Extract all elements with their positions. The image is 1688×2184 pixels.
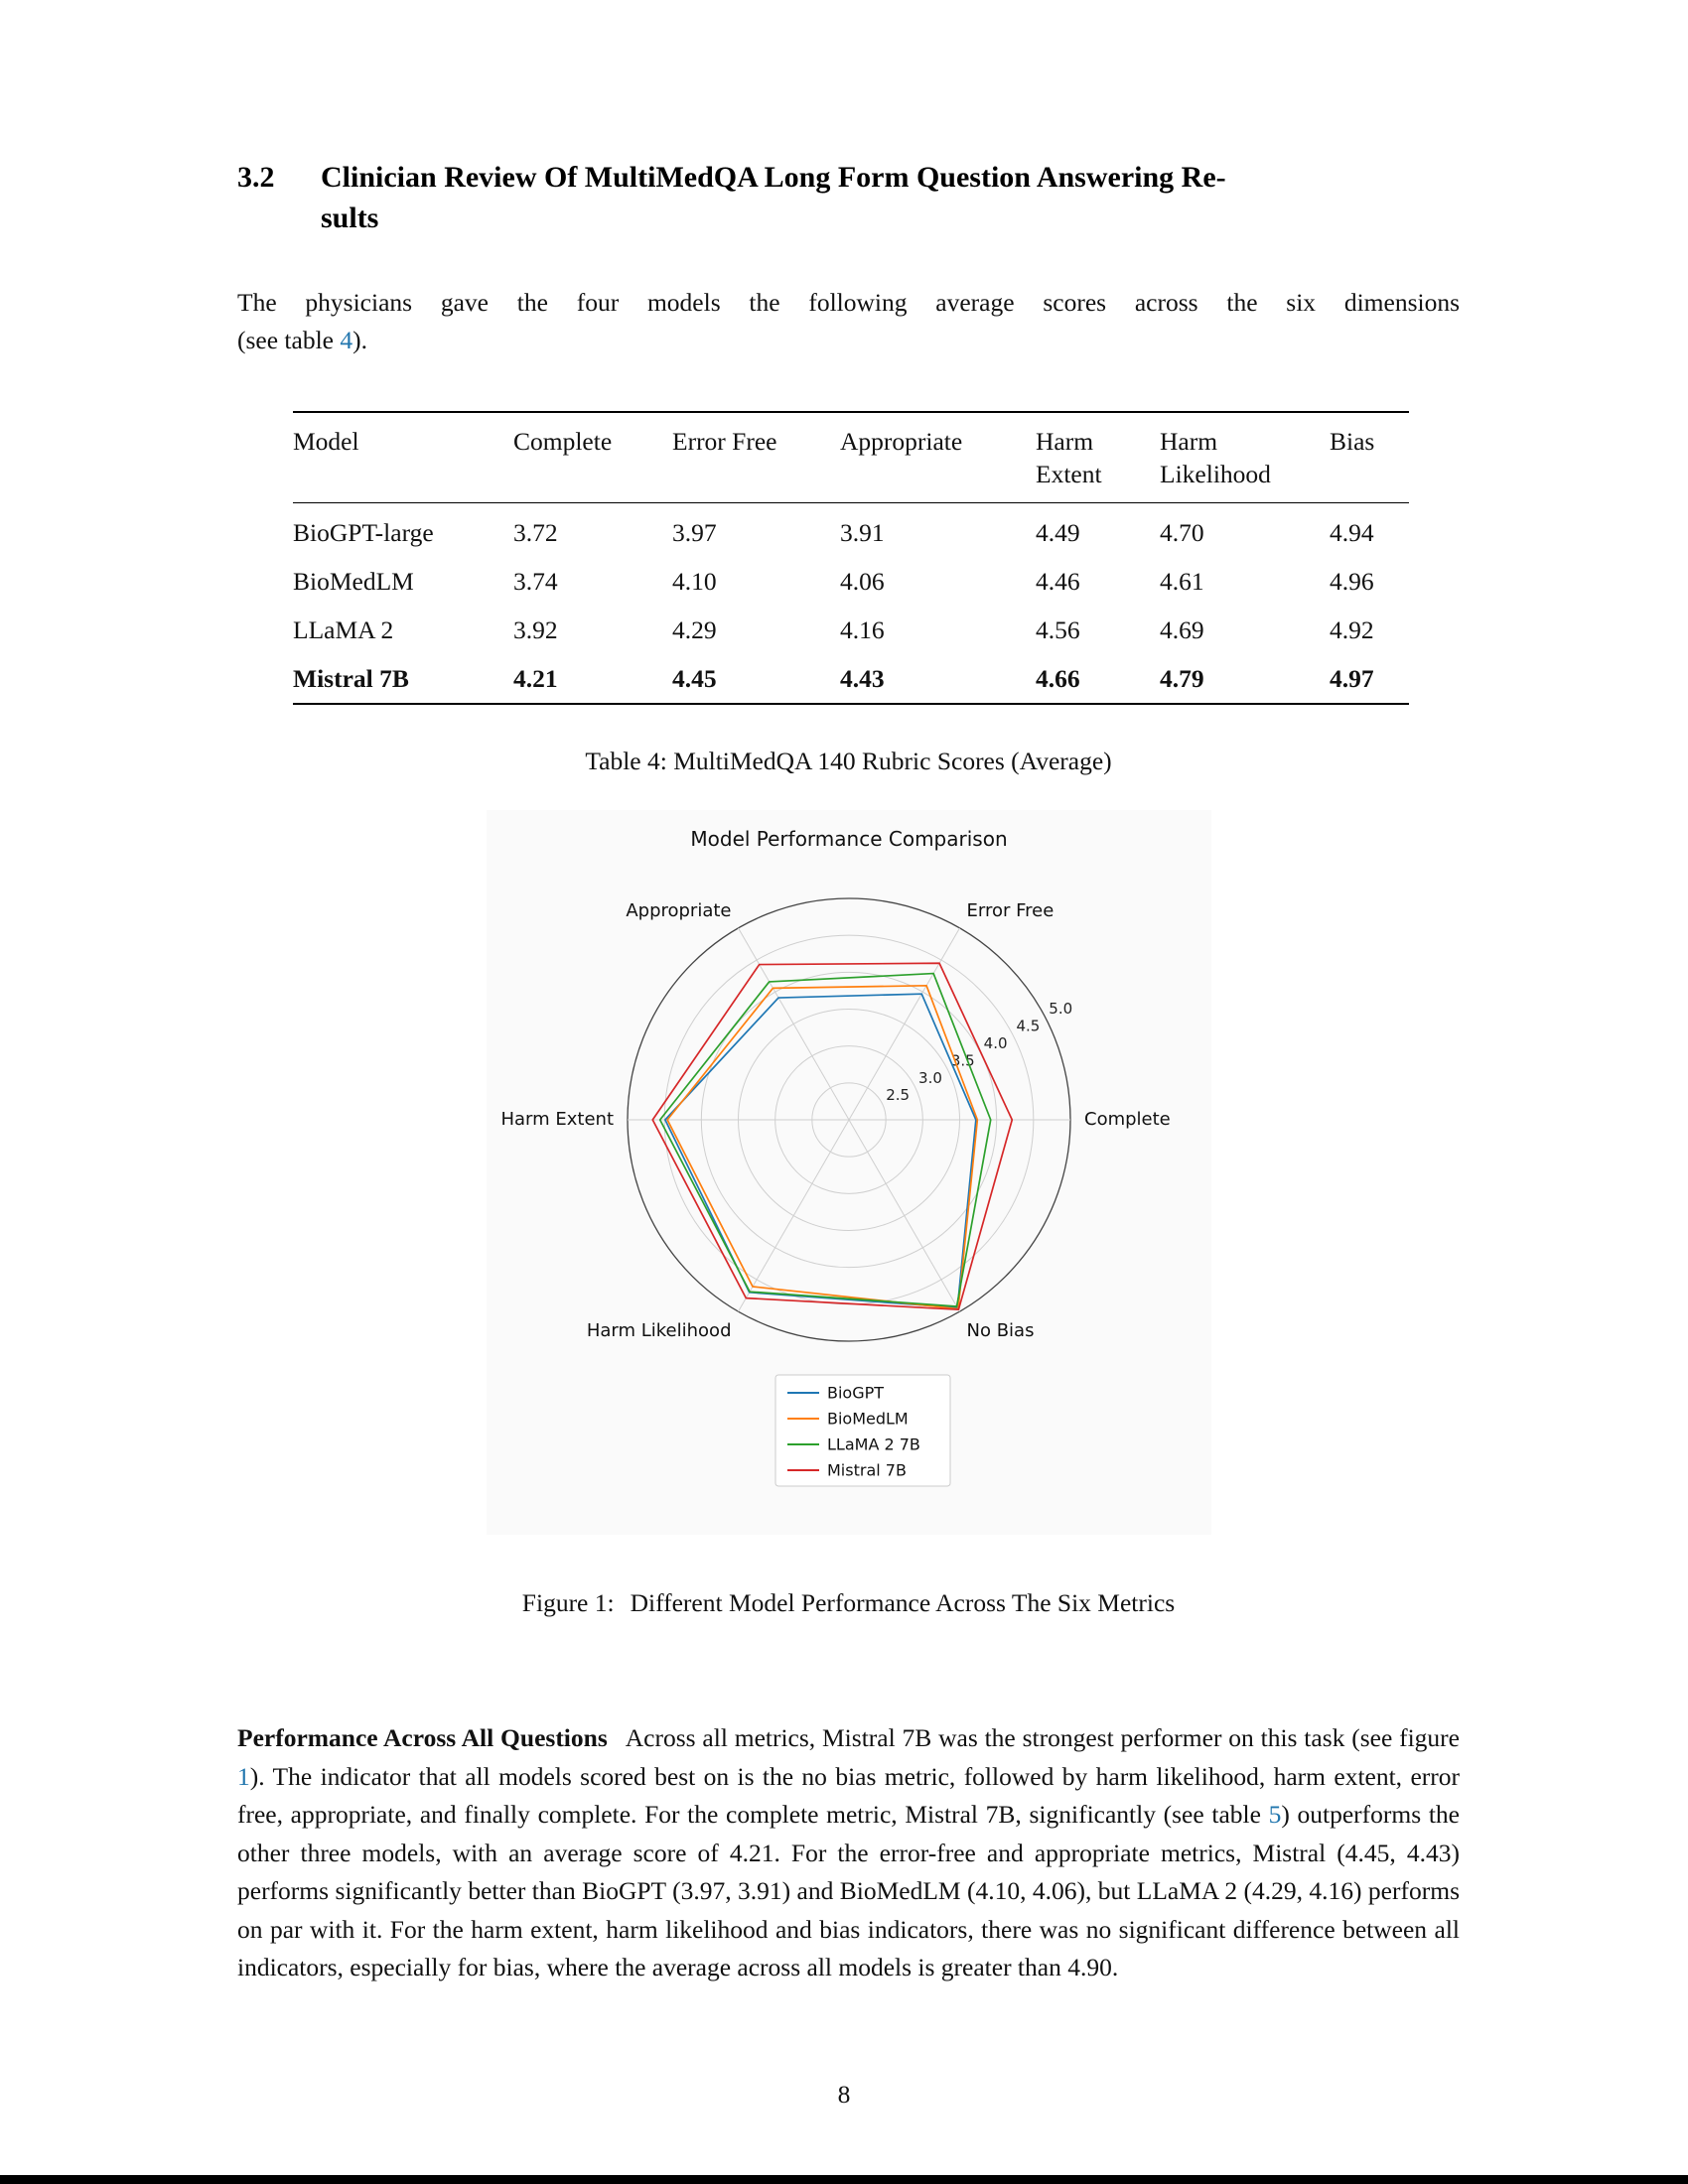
- discussion-text-1: Across all metrics, Mistral 7B was the strongest performer on this task (see figure: [625, 1723, 1460, 1752]
- score-cell: 4.69: [1160, 615, 1204, 644]
- legend-item-label: LLaMA 2 7B: [826, 1434, 920, 1454]
- radar-axis-label: No Bias: [966, 1320, 1034, 1342]
- discussion-paragraph: [237, 1719, 1460, 1987]
- score-cell: 4.66: [1036, 664, 1080, 693]
- score-cell: 3.72: [513, 518, 558, 547]
- radar-axis-label: Harm Extent: [499, 1109, 614, 1130]
- radar-axis-label: Error Free: [966, 899, 1054, 921]
- results-table: [293, 411, 1409, 705]
- score-cell: 4.56: [1036, 615, 1080, 644]
- table-header-cell: Model: [293, 412, 513, 503]
- score-cell: 4.70: [1160, 518, 1204, 547]
- score-cell: 4.92: [1330, 615, 1374, 644]
- table-row: [293, 606, 1409, 654]
- radar-tick-label: 3.5: [950, 1051, 975, 1070]
- score-cell: 4.79: [1160, 664, 1204, 693]
- discussion-text-3: ) outperforms the other three models, with an average score of 4.21. For the error-free and appropriate metrics, Mistral (4.45, 4.43) performs significantly better than BioGPT (3.97, 3.91) and BioMedLM (4.10, 4.06), but LLaMA 2 (4.29, 4.16) performs on par with it. For the harm extent, harm likelihood and bias indicators, there was no significant difference between all indicators, especially for bias, where the average across all models is greater than 4.90.: [237, 1800, 1460, 1981]
- section-title-line1: Clinician Review Of MultiMedQA Long Form Question Answering Re-: [321, 161, 1226, 194]
- section-title-line2: sults: [321, 202, 379, 234]
- intro-line2-text: (see table: [237, 326, 341, 354]
- score-cell: 4.10: [672, 567, 717, 596]
- radar-axis-label: Harm Likelihood: [586, 1320, 731, 1342]
- section-title: [321, 157, 1226, 238]
- radar-axis-label: Complete: [1083, 1109, 1171, 1130]
- table-header-row: [293, 412, 1409, 503]
- score-cell: 4.06: [840, 567, 885, 596]
- table-row: [293, 654, 1409, 704]
- table-header-cell: Appropriate: [840, 412, 1036, 503]
- legend-item-label: Mistral 7B: [826, 1460, 907, 1480]
- results-table-body: [293, 503, 1409, 705]
- score-cell: 4.43: [840, 664, 885, 693]
- table5-ref-link[interactable]: 5: [1268, 1800, 1282, 1829]
- figure-radar-chart: [487, 810, 1211, 1535]
- section-heading: [237, 157, 1460, 238]
- table-row: [293, 557, 1409, 606]
- model-name-cell: BioGPT-large: [293, 518, 434, 547]
- score-cell: 4.61: [1160, 567, 1204, 596]
- table-header-cell: Error Free: [672, 412, 840, 503]
- table-row: [293, 503, 1409, 558]
- intro-paragraph: [237, 284, 1460, 359]
- table-header-cell: Complete: [513, 412, 672, 503]
- page-content: [237, 157, 1460, 1987]
- intro-line1: The physicians gave the four models the following average scores across the six dimensions: [237, 288, 1460, 317]
- model-name-cell: BioMedLM: [293, 567, 414, 596]
- score-cell: 3.91: [840, 518, 885, 547]
- figure-ref-link[interactable]: 1: [237, 1761, 250, 1791]
- legend-item-label: BioGPT: [826, 1383, 884, 1403]
- score-cell: 4.49: [1036, 518, 1080, 547]
- table-header-cell: Harm Extent: [1036, 412, 1160, 503]
- score-cell: 4.97: [1330, 664, 1374, 693]
- score-cell: 3.92: [513, 615, 558, 644]
- table-header-cell: Harm Likelihood: [1160, 412, 1330, 503]
- score-cell: 4.45: [672, 664, 717, 693]
- table-caption: Table 4: MultiMedQA 140 Rubric Scores (Average): [585, 747, 1112, 775]
- radar-tick-label: 4.5: [1015, 1017, 1040, 1035]
- radar-tick-label: 3.0: [917, 1068, 942, 1087]
- table-ref-link[interactable]: 4: [340, 326, 353, 354]
- figure-caption-text: Different Model Performance Across The Six Metrics: [630, 1588, 1176, 1617]
- model-name-cell: Mistral 7B: [293, 664, 409, 693]
- table-wrap: [293, 411, 1460, 705]
- score-cell: 4.29: [672, 615, 717, 644]
- intro-line2-end: ).: [352, 326, 367, 354]
- figure-caption: [237, 1588, 1460, 1618]
- table-header-cell: Bias: [1330, 412, 1409, 503]
- score-cell: 4.94: [1330, 518, 1374, 547]
- intro-line2: [237, 322, 1460, 359]
- chart-title: Model Performance Comparison: [689, 827, 1008, 851]
- score-cell: 4.96: [1330, 567, 1374, 596]
- viewer-bottom-edge: [0, 2175, 1688, 2184]
- legend-item-label: BioMedLM: [826, 1409, 909, 1429]
- page-number: 8: [837, 2080, 851, 2109]
- paragraph-heading: Performance Across All Questions: [237, 1723, 608, 1752]
- score-cell: 3.97: [672, 518, 717, 547]
- figure-caption-prefix: Figure 1:: [521, 1588, 615, 1617]
- radar-tick-label: 2.5: [885, 1086, 910, 1105]
- radar-tick-label: 4.0: [983, 1033, 1008, 1052]
- radar-chart-svg: [487, 810, 1211, 1535]
- model-name-cell: LLaMA 2: [293, 615, 394, 644]
- discussion-text-2: ). The indicator that all models scored best on is the no bias metric, followed by harm likelihood, harm extent, error free, appropriate, and finally complete. For the complete metric, Mistral 7B, significantly (see table: [237, 1761, 1460, 1829]
- radar-tick-label: 5.0: [1048, 999, 1072, 1018]
- section-number: 3.2: [237, 161, 275, 194]
- radar-axis-label: Appropriate: [625, 899, 731, 921]
- score-cell: 4.21: [513, 664, 558, 693]
- score-cell: 3.74: [513, 567, 558, 596]
- score-cell: 4.16: [840, 615, 885, 644]
- score-cell: 4.46: [1036, 567, 1080, 596]
